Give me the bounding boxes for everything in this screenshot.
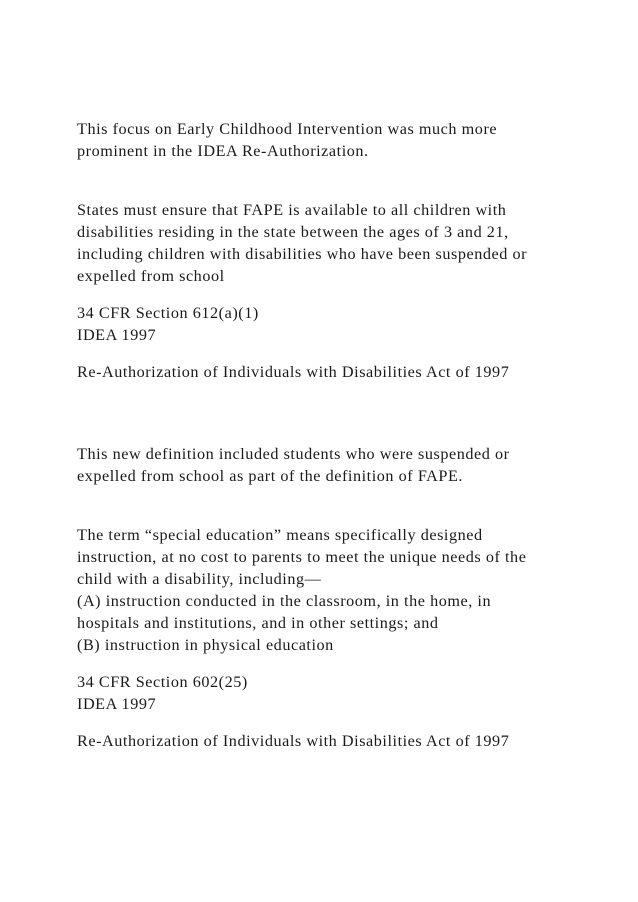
text-line: (B) instruction in physical education [77, 636, 334, 654]
citation-line: 34 CFR Section 612(a)(1) [77, 304, 259, 322]
text-line: prominent in the IDEA Re-Authorization. [77, 142, 369, 160]
text-line: expelled from school as part of the definition of FAPE. [77, 467, 463, 485]
text-line: This new definition included students who were suspended or [77, 445, 510, 463]
text-line: child with a disability, including— [77, 570, 322, 588]
text-line: disabilities residing in the state between the ages of 3 and 21, [77, 223, 509, 241]
text-line: (A) instruction conducted in the classroom, in the home, in [77, 592, 492, 610]
citation-line: IDEA 1997 [77, 695, 157, 713]
citation-line: IDEA 1997 [77, 326, 157, 344]
text-line: hospitals and institutions, and in other settings; and [77, 614, 439, 632]
text-line: States must ensure that FAPE is available to all children with [77, 201, 507, 219]
text-line: This focus on Early Childhood Intervention was much more [77, 120, 498, 138]
text-line: including children with disabilities who have been suspended or [77, 245, 528, 263]
text-line: The term “special education” means specifically designed [77, 526, 483, 544]
text-line: expelled from school [77, 267, 225, 285]
citation-line: 34 CFR Section 602(25) [77, 673, 248, 691]
text-line: instruction, at no cost to parents to meet the unique needs of the [77, 548, 527, 566]
act-title: Re-Authorization of Individuals with Disabilities Act of 1997 [77, 732, 510, 750]
act-title: Re-Authorization of Individuals with Disabilities Act of 1997 [77, 363, 510, 381]
